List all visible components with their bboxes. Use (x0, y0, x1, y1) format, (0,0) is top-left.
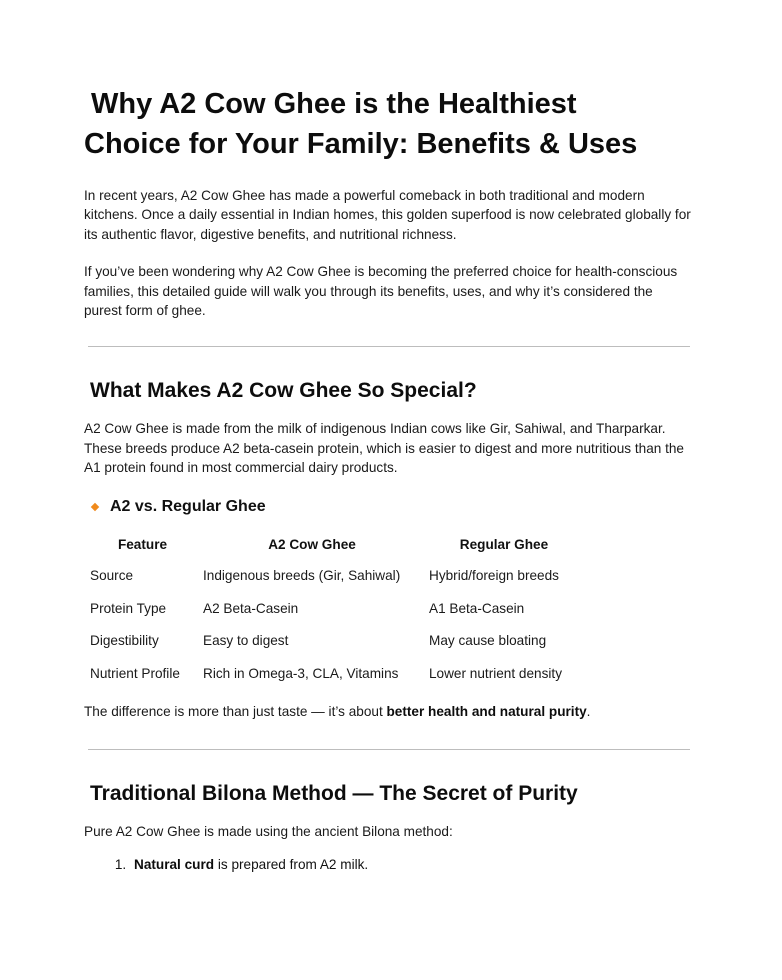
bilona-steps-list (84, 855, 694, 875)
page-title-line-2: Choice for Your Family: Benefits & Uses (84, 128, 638, 160)
page-title (84, 84, 694, 164)
table-cell: Indigenous breeds (Gir, Sahiwal) (203, 568, 401, 584)
step-bold-text: Natural curd (134, 857, 215, 873)
table-cell: Digestibility (90, 633, 159, 649)
table-cell: Source (90, 568, 134, 584)
section-heading-bilona: Traditional Bilona Method — The Secret of Purity (90, 782, 578, 806)
comparison-table (86, 530, 583, 690)
diamond-bullet-icon (91, 502, 99, 510)
intro-paragraph-2: If you’ve been wondering why A2 Cow Ghee is becoming the preferred choice for health-conscious families, this detailed guide will walk you through its benefits, uses, and why it’s considered the purest form of ghee. (84, 264, 678, 319)
table-cell: Easy to digest (203, 633, 289, 649)
page-title-line-1: Why A2 Cow Ghee is the Healthiest (91, 88, 577, 120)
table-header-row (86, 530, 583, 560)
table-cell: Hybrid/foreign breeds (429, 568, 559, 584)
table-header-cell: A2 Cow Ghee (268, 537, 356, 553)
section-divider (88, 346, 690, 347)
conclusion-emphasis: better health and natural purity (386, 703, 587, 719)
table-row (86, 592, 583, 625)
comparison-conclusion (84, 702, 694, 721)
table-cell: Rich in Omega-3, CLA, Vitamins (203, 665, 399, 681)
step-text: is prepared from A2 milk. (214, 857, 369, 873)
section-paragraph-special: A2 Cow Ghee is made from the milk of indigenous Indian cows like Gir, Sahiwal, and Tharparkar. These breeds produce A2 beta-casein protein, which is easier to digest and more nutritious than the A1 protein found in most commercial dairy products. (84, 421, 684, 476)
table-row (86, 560, 583, 593)
table-cell: Nutrient Profile (90, 665, 180, 681)
comparison-subheading-text: A2 vs. Regular Ghee (110, 497, 266, 515)
table-header-cell: Feature (117, 537, 168, 553)
table-cell: May cause bloating (429, 633, 547, 649)
table-row (86, 657, 583, 690)
comparison-subheading (84, 496, 694, 518)
conclusion-end: . (586, 703, 591, 719)
table-row (86, 625, 583, 658)
table-header-cell: Regular Ghee (459, 537, 549, 553)
table-cell: Lower nutrient density (429, 665, 562, 681)
section-heading-special: What Makes A2 Cow Ghee So Special? (90, 379, 477, 403)
table-cell: Protein Type (90, 600, 167, 616)
section-paragraph-bilona: Pure A2 Cow Ghee is made using the ancient Bilona method: (84, 824, 453, 840)
table-cell: A2 Beta-Casein (203, 600, 299, 616)
intro-paragraph-1: In recent years, A2 Cow Ghee has made a powerful comeback in both traditional and modern kitchens. Once a daily essential in Indian homes, this golden superfood is now celebrated globally for its authentic flavor, digestive benefits, and nutritional richness. (84, 188, 691, 242)
section-divider (88, 749, 690, 750)
list-item (130, 855, 694, 875)
table-cell: A1 Beta-Casein (429, 600, 525, 616)
conclusion-text: The difference is more than just taste — it’s about (84, 703, 387, 719)
article (84, 84, 694, 875)
